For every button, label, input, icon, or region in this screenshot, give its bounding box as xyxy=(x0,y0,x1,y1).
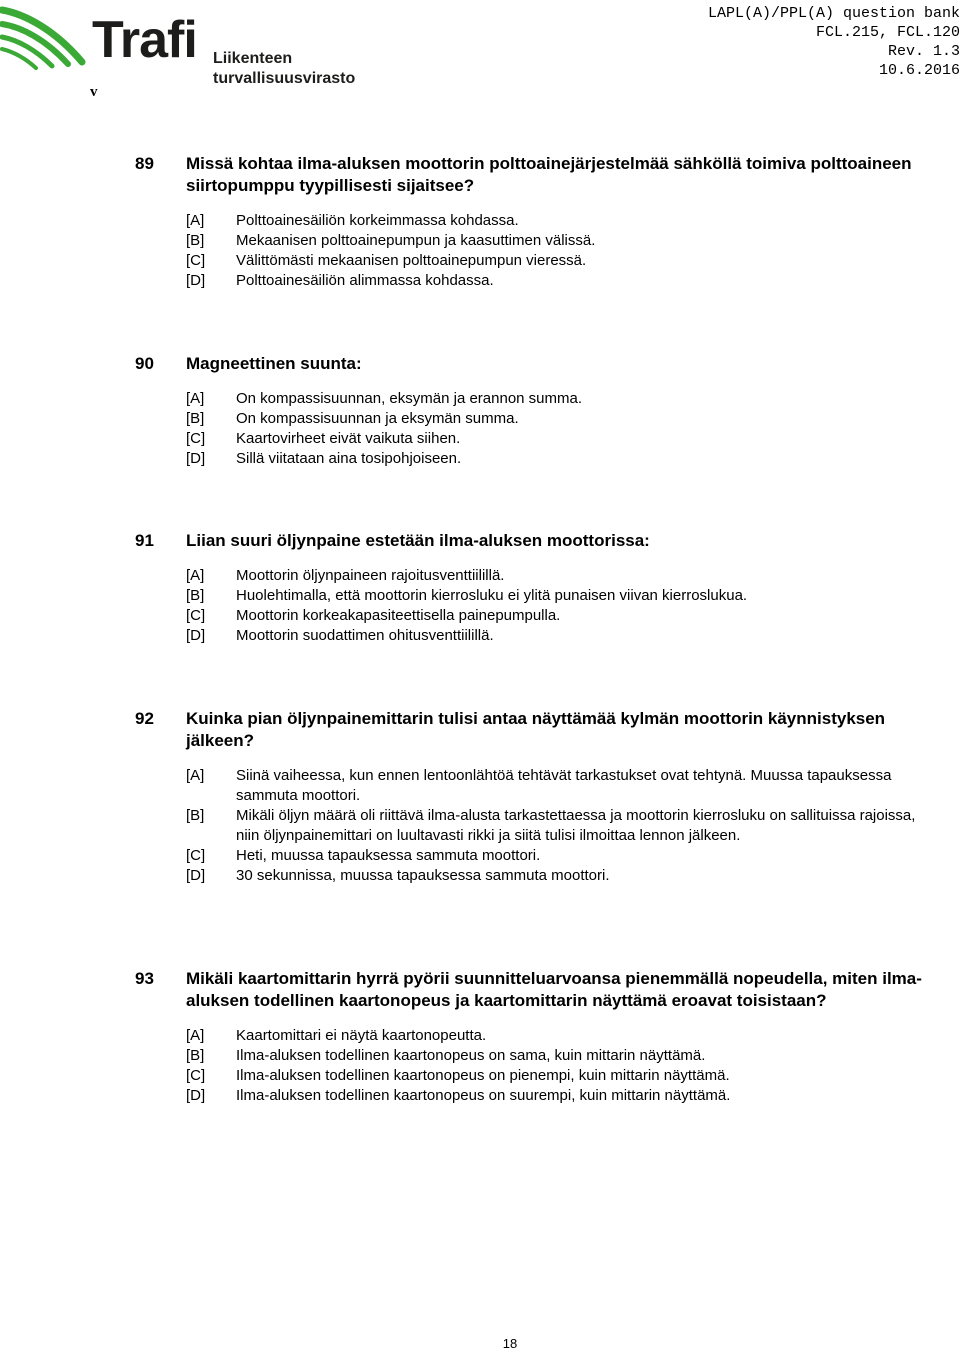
question-89 xyxy=(0,153,960,291)
option-text: Välittömästi mekaanisen polttoainepumpun vieressä. xyxy=(236,252,587,269)
option-text: Mekaanisen polttoainepumpun ja kaasuttimen välissä. xyxy=(236,232,596,249)
question-text: Mikäli kaartomittarin hyrrä pyörii suunnitteluarvoansa pienemmällä nopeudella, miten ilma-aluksen todellinen kaartonopeus ja kaartomittarin näyttämä eroavat toisistaan? xyxy=(186,969,922,1010)
option-text: Siinä vaiheessa, kun ennen lentoonlähtöä tehtävät tarkastukset ovat tehtynä. Muussa tapauksessa sammuta moottori. xyxy=(236,767,892,804)
option-text: Ilma-aluksen todellinen kaartonopeus on suurempi, kuin mittarin näyttämä. xyxy=(236,1087,731,1104)
option-letter: [A] xyxy=(186,1027,205,1044)
option-text: Kaartomittari ei näytä kaartonopeutta. xyxy=(236,1027,487,1044)
logo-wordmark: Trafi xyxy=(92,11,197,69)
header-line-title: LAPL(A)/PPL(A) question bank xyxy=(707,5,960,22)
answer-option-c xyxy=(0,846,960,866)
page-number: 18 xyxy=(502,1336,518,1351)
answer-option-a xyxy=(0,389,960,409)
header-line-regulation: FCL.215, FCL.120 xyxy=(815,24,960,41)
trafi-logo xyxy=(0,0,420,87)
header-line-date: 10.6.2016 xyxy=(878,62,960,79)
option-text: On kompassisuunnan, eksymän ja erannon summa. xyxy=(236,390,583,407)
answer-options xyxy=(0,389,960,469)
answer-option-b xyxy=(0,586,960,606)
option-letter: [C] xyxy=(186,847,206,864)
option-letter: [D] xyxy=(186,450,206,467)
option-text: Moottorin suodattimen ohitusventtiilillä. xyxy=(236,627,494,644)
option-text: Polttoainesäiliön alimmassa kohdassa. xyxy=(236,272,494,289)
answer-options xyxy=(0,211,960,291)
answer-option-b xyxy=(0,806,960,846)
answer-option-d xyxy=(0,271,960,291)
option-text: Heti, muussa tapauksessa sammuta moottori. xyxy=(236,847,541,864)
option-letter: [D] xyxy=(186,627,206,644)
answer-option-a xyxy=(0,566,960,586)
option-text: Sillä viitataan aina tosipohjoiseen. xyxy=(236,450,462,467)
question-text: Kuinka pian öljynpainemittarin tulisi antaa näyttämää kylmän moottorin käynnistyksen jälkeen? xyxy=(186,709,886,750)
answer-options xyxy=(0,1026,960,1106)
question-number: 92 xyxy=(135,709,154,728)
answer-option-d xyxy=(0,866,960,886)
trafi-swoosh-icon xyxy=(0,0,100,80)
answer-options xyxy=(0,766,960,886)
answer-option-b xyxy=(0,1046,960,1066)
option-letter: [C] xyxy=(186,430,206,447)
option-text: 30 sekunnissa, muussa tapauksessa sammuta moottori. xyxy=(236,867,610,884)
document-header-info xyxy=(708,4,960,80)
option-text: On kompassisuunnan ja eksymän summa. xyxy=(236,410,519,427)
answer-option-a xyxy=(0,211,960,231)
option-letter: [D] xyxy=(186,867,206,884)
question-number: 90 xyxy=(135,354,154,373)
question-number: 89 xyxy=(135,154,154,173)
question-91 xyxy=(0,530,960,646)
answer-option-b xyxy=(0,231,960,251)
option-text: Moottorin korkeakapasiteettisella painepumpulla. xyxy=(236,607,561,624)
answer-option-d xyxy=(0,626,960,646)
option-text: Moottorin öljynpaineen rajoitusventtiilillä. xyxy=(236,567,505,584)
option-letter: [B] xyxy=(186,232,205,249)
option-letter: [D] xyxy=(186,272,206,289)
option-letter: [C] xyxy=(186,607,206,624)
question-text: Missä kohtaa ilma-aluksen moottorin polttoainejärjestelmää sähköllä toimiva polttoaineen siirtopumppu tyypillisesti sijaitsee? xyxy=(186,154,912,195)
answer-options xyxy=(0,566,960,646)
option-text: Polttoainesäiliön korkeimmassa kohdassa. xyxy=(236,212,519,229)
question-text: Liian suuri öljynpaine estetään ilma-aluksen moottorissa: xyxy=(186,531,650,550)
question-number: 91 xyxy=(135,531,154,550)
question-text: Magneettinen suunta: xyxy=(186,354,362,373)
option-text: Huolehtimalla, että moottorin kierrosluku ei ylitä punaisen viivan kierroslukua. xyxy=(236,587,748,604)
answer-option-c xyxy=(0,251,960,271)
option-text: Kaartovirheet eivät vaikuta siihen. xyxy=(236,430,461,447)
option-letter: [B] xyxy=(186,587,205,604)
header-line-revision: Rev. 1.3 xyxy=(887,43,960,60)
option-letter: [A] xyxy=(186,212,205,229)
option-letter: [A] xyxy=(186,567,205,584)
option-text: Ilma-aluksen todellinen kaartonopeus on sama, kuin mittarin näyttämä. xyxy=(236,1047,706,1064)
answer-option-c xyxy=(0,606,960,626)
question-93 xyxy=(0,968,960,1106)
answer-option-b xyxy=(0,409,960,429)
option-letter: [B] xyxy=(186,410,205,427)
question-90 xyxy=(0,353,960,469)
option-letter: [C] xyxy=(186,1067,206,1084)
question-number: 93 xyxy=(135,969,154,988)
option-letter: [D] xyxy=(186,1087,206,1104)
answer-option-d xyxy=(0,449,960,469)
answer-option-a xyxy=(0,1026,960,1046)
option-letter: [C] xyxy=(186,252,206,269)
header-mark: v xyxy=(90,84,98,100)
answer-option-d xyxy=(0,1086,960,1106)
option-text: Ilma-aluksen todellinen kaartonopeus on pienempi, kuin mittarin näyttämä. xyxy=(236,1067,730,1084)
answer-option-c xyxy=(0,1066,960,1086)
option-text: Mikäli öljyn määrä oli riittävä ilma-alusta tarkastettaessa ja moottorin kierrosluku on sallituissa rajoissa, niin öljynpainemittari on luultavasti rikki ja siitä tulisi ilmoittaa lennon jälkeen. xyxy=(236,807,916,844)
option-letter: [A] xyxy=(186,390,205,407)
answer-option-c xyxy=(0,429,960,449)
option-letter: [A] xyxy=(186,767,205,784)
question-92 xyxy=(0,708,960,886)
option-letter: [B] xyxy=(186,1047,205,1064)
answer-option-a xyxy=(0,766,960,806)
logo-subtitle: Liikenteen turvallisuusvirasto xyxy=(213,50,356,87)
option-letter: [B] xyxy=(186,807,205,824)
